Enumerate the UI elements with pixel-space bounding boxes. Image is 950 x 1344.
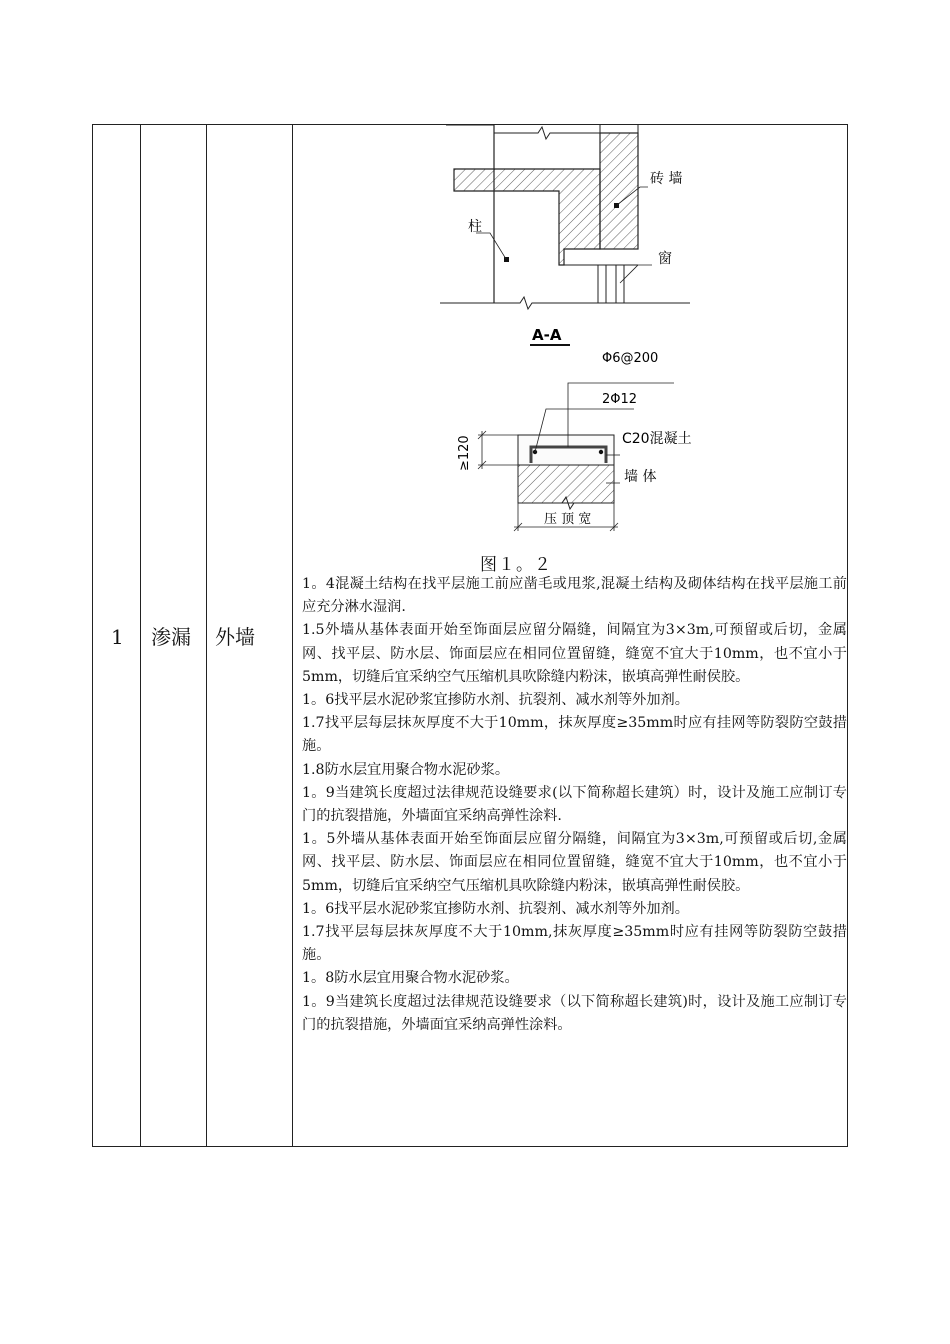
issue-table <box>92 124 848 1147</box>
spec-paragraph: 1.5外墙从基体表面开始至饰面层应留分隔缝，间隔宜为3×3m,可预留或后切，金属网、找平层、防水层、饰面层应在相同位置留缝，缝宽不宜大于10mm，也不宜小于5mm，切缝后宜采纳空气压缩机具吹除缝内粉沫，嵌填高弹性耐侯胶。 <box>302 622 847 685</box>
spec-paragraph: 1。8防水层宜用聚合物水泥砂浆。 <box>302 970 519 987</box>
figure-caption: 图１。２ <box>480 555 552 575</box>
coping-detail-diagram <box>434 343 704 543</box>
column-divider <box>140 125 141 1146</box>
column-label: 柱 <box>468 219 482 235</box>
spec-paragraph: 1。9当建筑长度超过法律规范设缝要求(以下简称超长建筑）时，设计及施工应制订专门的抗裂措施，外墙面宜采纳高弹性涂料. <box>302 784 847 825</box>
height-label: ≥120 <box>457 435 472 471</box>
spec-paragraph: 1。6找平层水泥砂浆宜掺防水剂、抗裂剂、减水剂等外加剂。 <box>302 900 689 917</box>
window-label: 窗 <box>658 251 672 267</box>
spec-paragraph: 1。6找平层水泥砂浆宜掺防水剂、抗裂剂、减水剂等外加剂。 <box>302 692 689 709</box>
row-index: 1 <box>111 625 124 649</box>
spec-paragraph: 1.8防水层宜用聚合物水泥砂浆。 <box>302 761 510 778</box>
rebar-label: 2Φ12 <box>602 392 638 407</box>
wall-label: 墙 体 <box>624 469 657 485</box>
column-divider <box>292 125 293 1146</box>
brick-wall <box>600 133 638 249</box>
stirrup-label: Φ6@200 <box>602 351 659 366</box>
concrete-label: C20混凝土 <box>622 431 692 447</box>
row-category: 渗漏 <box>151 625 191 649</box>
row-location: 外墙 <box>215 625 255 649</box>
width-label: 压 顶 宽 <box>544 512 592 527</box>
spec-paragraphs <box>302 573 847 1037</box>
section-diagram <box>440 125 690 347</box>
brick-wall-label: 砖 墙 <box>650 171 683 187</box>
spec-paragraph: 1.7找平层每层抹灰厚度不大于10mm,抹灰厚度≥35mm时应有挂网等防裂防空鼓措施。 <box>302 924 847 964</box>
concrete-beam <box>454 169 600 265</box>
column-divider <box>206 125 207 1146</box>
content-cell <box>294 125 847 1146</box>
spec-paragraph: 1。5外墙从基体表面开始至饰面层应留分隔缝，间隔宜为3×3m,可预留或后切,金属网、找平层、防水层、饰面层应在相同位置留缝，缝宽不宜大于10mm，也不宜小于5mm，切缝后宜采纳空气压缩机具吹除缝内粉沫，嵌填高弹性耐侯胶。 <box>302 831 847 894</box>
spec-paragraph: 1.7找平层每层抹灰厚度不大于10mm，抹灰厚度≥35mm时应有挂网等防裂防空鼓措施。 <box>302 715 847 755</box>
section-title: A-A <box>532 326 562 344</box>
spec-paragraph: 1。9当建筑长度超过法律规范设缝要求（以下简称超长建筑)时，设计及施工应制订专门的抗裂措施，外墙面宜采纳高弹性涂料。 <box>302 993 847 1033</box>
spec-paragraph: 1。4混凝土结构在找平层施工前应凿毛或甩浆,混凝土结构及砌体结构在找平层施工前应充分淋水湿润. <box>302 576 847 616</box>
